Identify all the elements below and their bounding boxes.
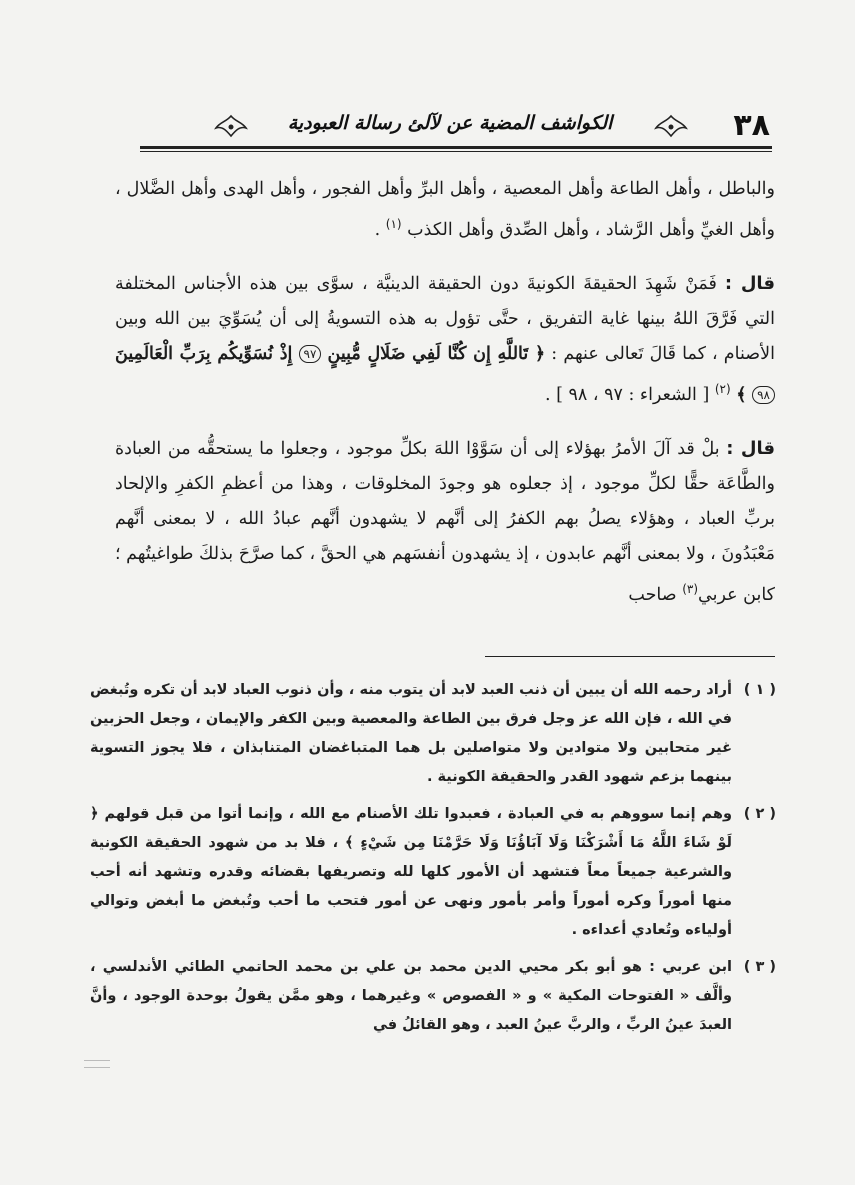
footnote-text: وهم إنما سووهم به في العبادة ، فعبدوا تلك الأصنام مع الله ، وإنما أتوا من قبل قولهم ﴿ لَوْ شَاءَ اللَّهُ مَا أَشْرَكْنَا وَلَا آبَاؤُنَا وَلَا حَرَّمْنَا مِن شَيْءٍ ﴾ ، فلا بد من شهود الحقيقة الكونية والشرعية جميعاً معاً فتشهد أن الأمور كلها لله وتصريفها بقضائه وقدره وتشهد أنه أحب منها أموراً وكره أموراً وأمر بأمور ونهى عن أمور فتحب ما أحب وتُبغض ما أبغض وتوالي أولياءه وتُعادي أعداءه .: [90, 806, 732, 938]
verse-citation: [ الشعراء : ٩٧ ، ٩٨ ] .: [544, 384, 710, 405]
page-header: [140, 108, 770, 148]
paragraph-text: والباطل ، وأهل الطاعة وأهل المعصية ، وأهل البرِّ وأهل الفجور ، وأهل الهدى وأهل الضَّلال ، وأهل الغيِّ وأهل الرَّشاد ، وأهل الصِّدق وأهل الكذب: [115, 179, 775, 240]
speaker-label: قال :: [726, 437, 775, 459]
footnote: [90, 800, 776, 945]
header-rule: [140, 151, 772, 152]
quran-verse: ﴿ تَاللَّهِ إِن كُنَّا لَفِي ضَلَالٍ مُّبِينٍ: [327, 343, 546, 364]
footnote-number: ( ٣ ): [743, 959, 776, 975]
footnote-text: أراد رحمه الله أن يبين أن ذنب العبد لابد أن يتوب منه ، وأن ذنوب العباد لابد أن تكره وتُبغض في الله ، فإن الله عز وجل فرق بين الطاعة والمعصية وبين الكفر والإيمان ، وجعل الحزبين غير متحابين ولا متوادين ولا متواصلين بل هما المتباغضان المتنابذان ، فلا يجوز التسوية بينهما بزعم شهود القدر والحقيقة الكونية .: [90, 682, 732, 785]
ayah-number: ٩٨: [752, 386, 775, 404]
paragraph-text: فَمَنْ شَهِدَ الحقيقةَ الكونيةَ دون الحقيقة الدينيَّة ، سوَّى بين هذه الأجناس المختلفة التي فَرَّقَ اللهُ بينها غاية التفريق ، حتَّى تؤول به هذه التسويةُ إلى أن يُسَوِّيَ بين الله وبين الأصنام ، كما قَالَ تَعالى عنهم :: [115, 273, 775, 364]
paragraph-text: بلْ قد آلَ الأمرُ بهؤلاء إلى أن سَوَّوْا اللهَ بكلِّ موجود ، وجعلوا ما يستحقُّه من العبادة والطَّاعَة حقًّا لكلِّ موجود ، إذ جعلوه هو وجودَ المخلوقات ، وهذا من أعظمِ الكفرِ والإلحاد بربِّ العباد ، وهؤلاء يصلُ بهم الكفرُ إلى أنَّهم لا يشهدون أنَّهم عبادُ الله ، لا بمعنى أنَّهم مَعْبَدُونَ ، ولا بمعنى أنَّهم عابدون ، إذ يشهدون أنفسَهم هي الحقَّ ، كما صرَّحَ بذلكَ طواغيتُهم ؛ كابن عربي: [115, 438, 775, 605]
footnote-ref: (١): [385, 217, 402, 231]
page-number: ٣٨: [733, 108, 770, 143]
ornament-icon: [214, 114, 248, 138]
paragraph-text: .: [374, 219, 386, 240]
speaker-label: قال :: [724, 272, 775, 294]
paragraph-text: صاحب: [628, 584, 683, 605]
footnote-ref: (٣): [682, 581, 699, 596]
footnote: [90, 676, 776, 792]
paragraph: [115, 172, 775, 248]
header-rule: [140, 146, 772, 149]
footnote-text: ابن عربي : هو أبو بكر محيي الدين محمد بن علي بن محمد الحاتمي الطائي الأندلسي ، وألَّف « الفتوحات المكية » و « الفصوص » وغيرهما ، وهو ممَّن يقولُ بوحدة الوجود ، وأنَّ العبدَ عينُ الربِّ ، والربَّ عينُ العبد ، وهو القائلُ في: [90, 959, 732, 1033]
footnote: [90, 953, 776, 1040]
footnote-number: ( ١ ): [743, 682, 776, 698]
footnotes: [90, 676, 776, 1048]
margin-mark: [84, 1060, 110, 1068]
footnote-ref: (٢): [714, 381, 731, 396]
running-title: الكواشف المضية عن لآلئ رسالة العبودية: [287, 112, 613, 134]
paragraph: [115, 266, 775, 413]
footnote-number: ( ٢ ): [743, 806, 776, 822]
quran-bracket: ﴾: [736, 384, 747, 405]
main-text: [115, 172, 775, 630]
ayah-number: ٩٧: [299, 345, 322, 363]
ornament-icon: [654, 114, 688, 138]
footnote-separator: [485, 656, 775, 657]
paragraph: [115, 431, 775, 613]
quran-verse: إِذْ نُسَوِّيكُم بِرَبِّ الْعَالَمِينَ: [115, 343, 293, 364]
